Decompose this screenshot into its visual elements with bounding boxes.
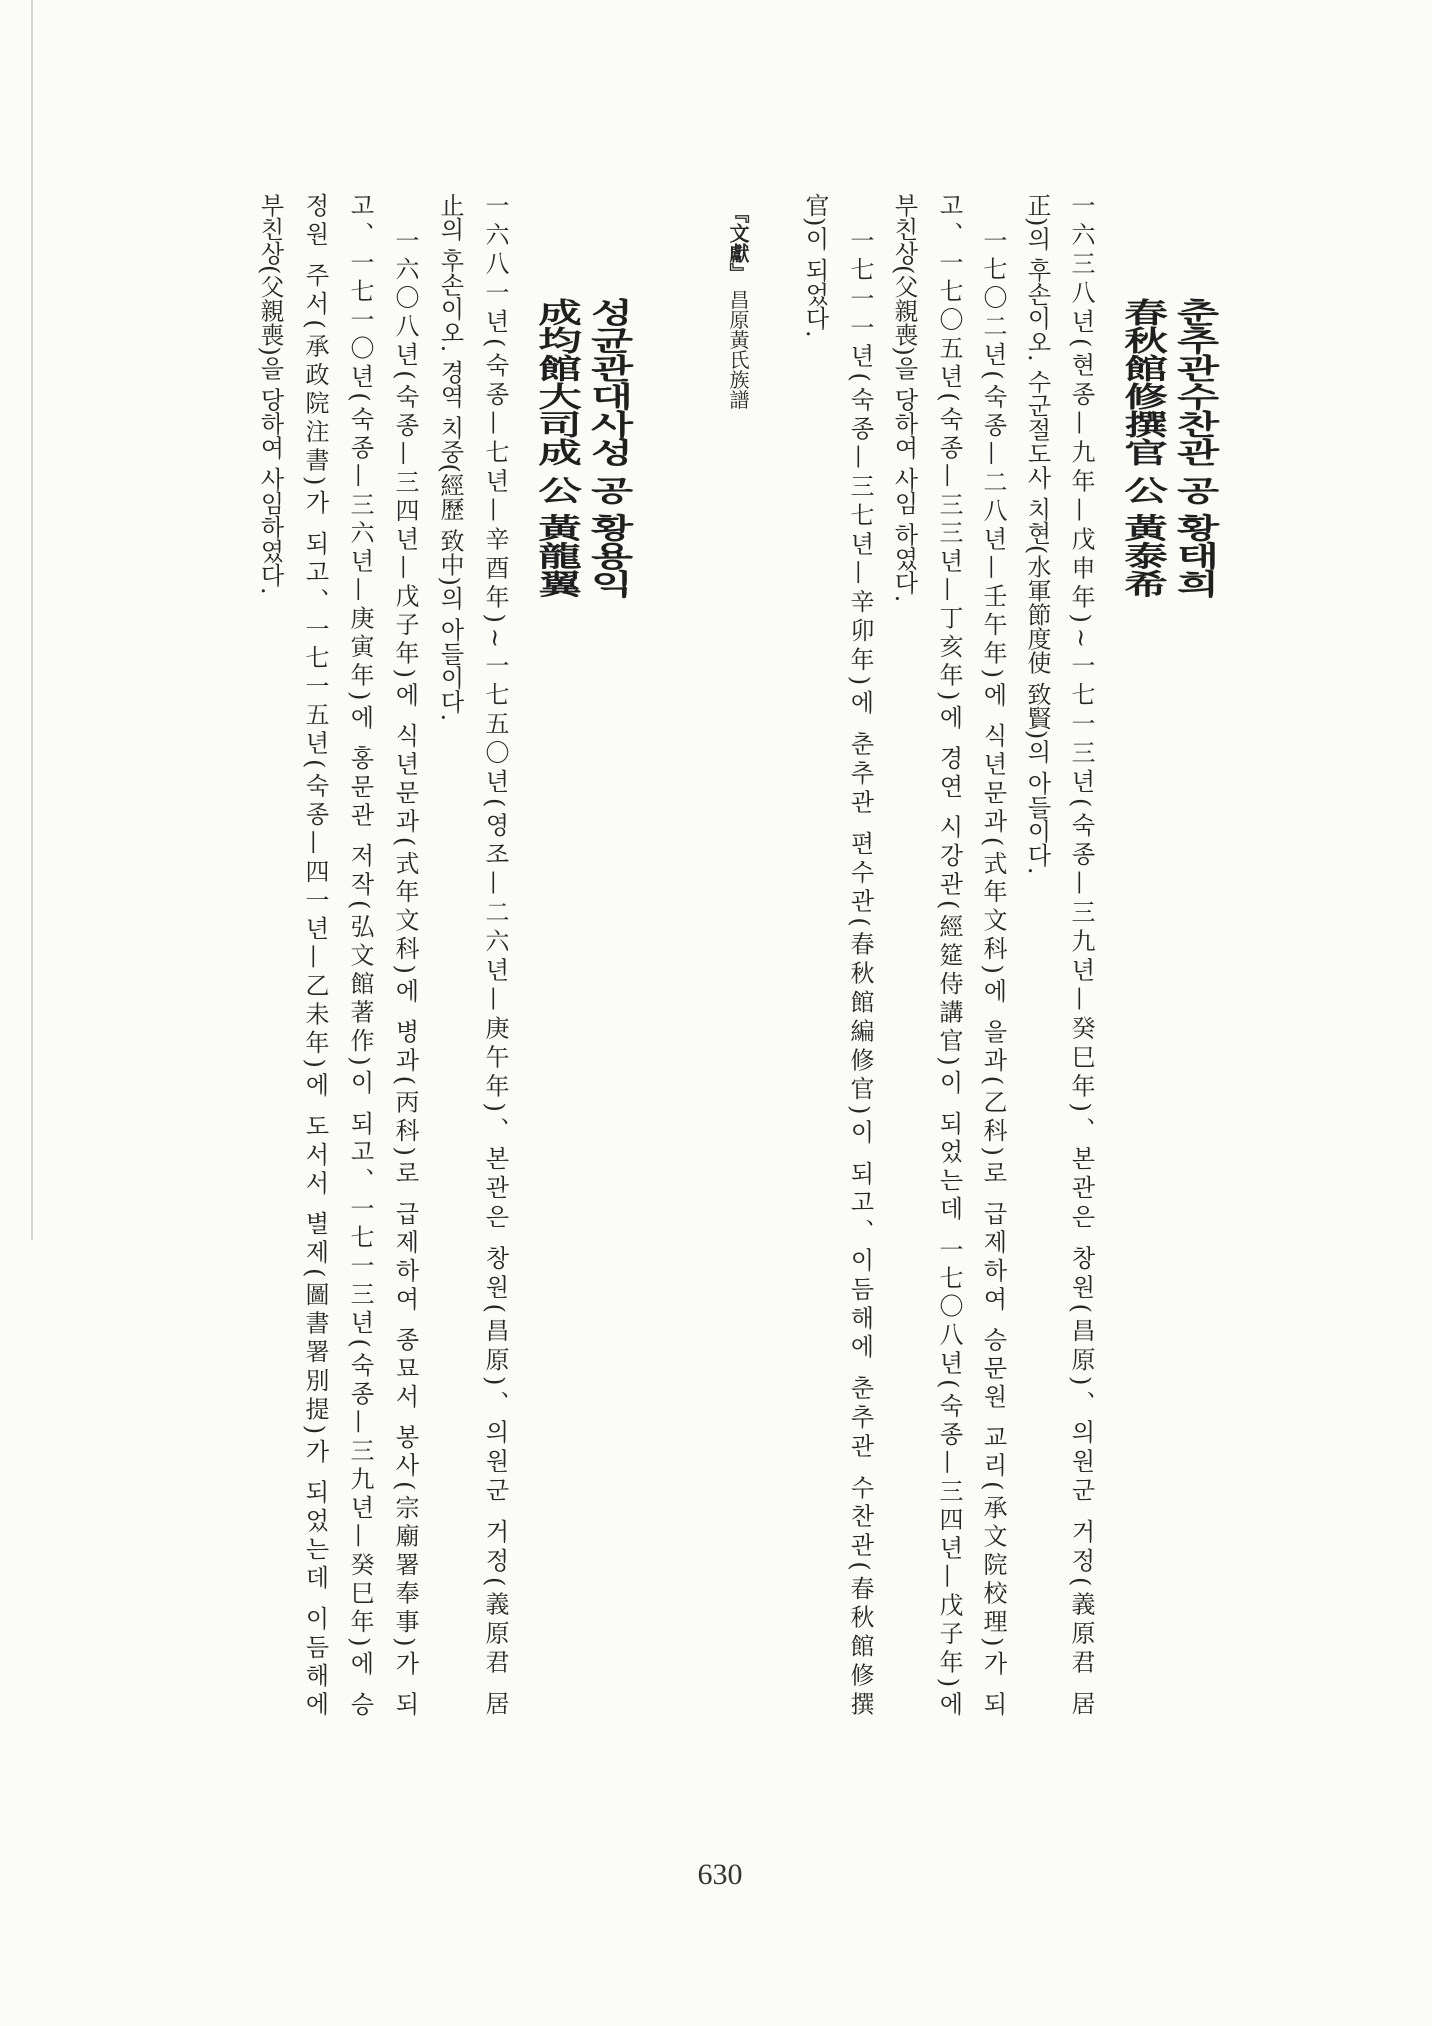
column-text: 一七〇二년(숙종—二八년—壬午年)에 식년문과(式年文科)에 을과(乙科)로 급제하여 승문원 교리(承文院校理)가 되 bbox=[979, 228, 1007, 1720]
column-text: 一六〇八년(숙종—三四년—戊子年)에 식년문과(式年文科)에 병과(丙科)로 급제하여 종묘서 봉사(宗廟署奉事)가 되 bbox=[391, 228, 419, 1720]
entry-title-hangul: 성균관대사성 공 황용익 bbox=[584, 298, 636, 598]
column-text: 고、一七一〇년(숙종—三六년—庚寅年)에 홍문관 저작(弘文館著作)이 되고、一七一三년(숙종—三九년—癸巳年)에 승 bbox=[346, 193, 374, 1721]
column-text: 一六八一년(숙종—七년—辛酉年)~一七五〇년(영조—二六년—庚午年)、본관은 창원(昌原)、의원군 거정(義原君 居 bbox=[481, 193, 509, 1721]
text-column bbox=[795, 193, 835, 1723]
column-text: 정원 주서(承政院注書)가 되고、一七一五년(숙종—四一년—乙未年)에 도서서 별제(圖書署別提)가 되었는데 이듬해에 bbox=[301, 193, 329, 1720]
text-column bbox=[884, 193, 924, 1723]
text-column bbox=[295, 193, 335, 1723]
column-text: 一七一一년(숙종—三七년—辛卯年)에 춘추관 편수관(春秋館編修官)이 되고、이듬해에 춘추관 수찬관(春秋館修撰 bbox=[846, 228, 874, 1721]
scan-edge-line bbox=[31, 0, 33, 1240]
column-text: 止의 후손이오. 경역 치중(經歷 致中)의 아들이다. bbox=[436, 193, 464, 722]
column-text: 正)의 후손이오. 수군절도사 치현(水軍節度使 致賢)의 아들이다. bbox=[1023, 193, 1051, 875]
text-column bbox=[929, 193, 969, 1723]
text-column bbox=[840, 228, 880, 1723]
text-column bbox=[430, 193, 470, 1723]
source-citation bbox=[720, 203, 756, 463]
text-column bbox=[1061, 193, 1101, 1723]
text-column bbox=[250, 193, 290, 1723]
text-column bbox=[1017, 193, 1057, 1723]
column-text: 一六三八년(현종—九年—戊申年)~一七一三년(숙종—三九년—癸巳年)、본관은 창원(昌原)、의원군 거정(義原君 居 bbox=[1067, 193, 1095, 1721]
text-column bbox=[475, 193, 515, 1723]
entry-title-hangul: 춘추관수찬관 공 황태희 bbox=[1170, 298, 1222, 598]
source-label: 『文獻』 bbox=[726, 203, 750, 283]
page-number: 630 bbox=[697, 1858, 743, 1891]
text-column bbox=[385, 228, 425, 1723]
source-text: 昌原黃氏族譜 bbox=[726, 289, 750, 410]
column-text: 부친상(父親喪)을 당하여 사임하였다. bbox=[256, 193, 284, 595]
text-column bbox=[340, 193, 380, 1723]
column-text: 고、一七〇五년(숙종—三三년—丁亥年)에 경연 시강관(經筵侍講官)이 되었는데 一七〇八년(숙종—三四년—戊子年)에 bbox=[935, 193, 963, 1721]
column-text: 부친상(父親喪)을 당하여 사임 하였다. bbox=[890, 193, 918, 603]
text-column bbox=[973, 228, 1013, 1723]
entry-title-hanja: 春秋館修撰官 公 黃泰希 bbox=[1118, 298, 1170, 598]
entry-title-hanja: 成均館大司成 公 黃龍翼 bbox=[532, 298, 584, 598]
column-text: 官)이 되었다. bbox=[801, 193, 829, 338]
